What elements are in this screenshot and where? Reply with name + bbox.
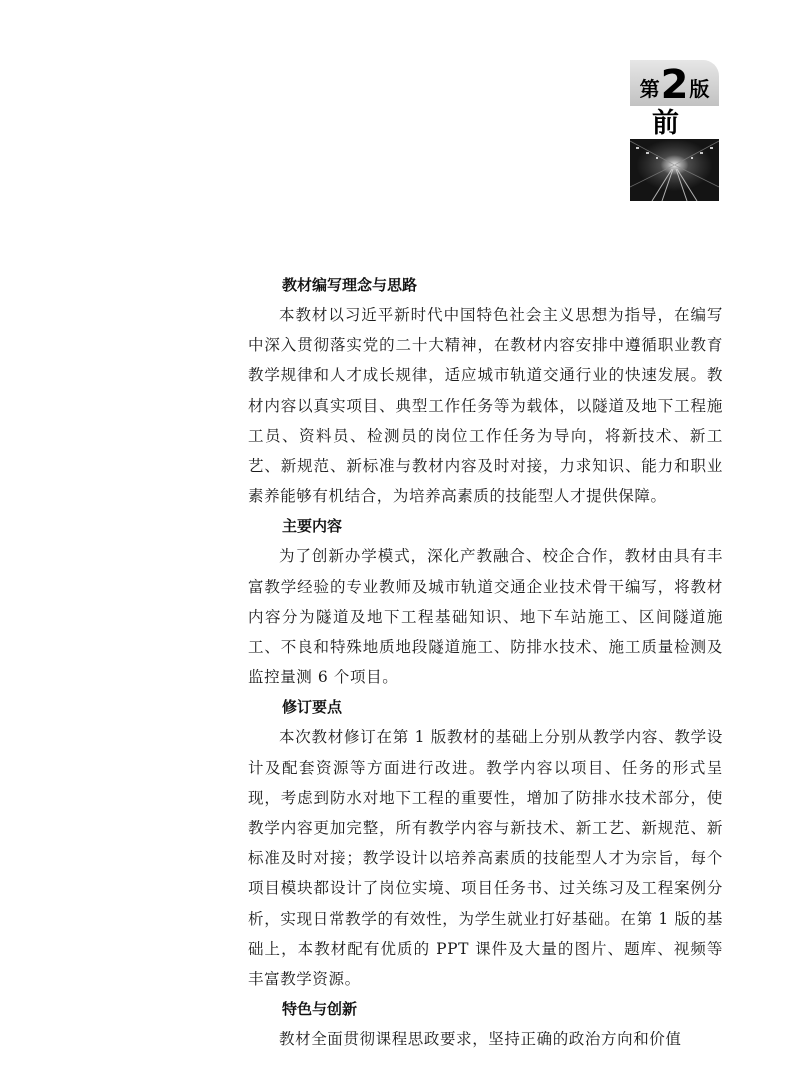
edition-prefix: 第 bbox=[639, 77, 660, 101]
edition-suffix: 版 bbox=[689, 77, 710, 101]
section-paragraph: 为了创新办学模式，深化产教融合、校企合作，教材由具有丰富教学经验的专业教师及城市轨道交通企业技术骨干编写，将教材内容分为隧道及地下工程基础知识、地下车站施工、区间隧道施工、不良和特殊地质地段隧道施工、防排水技术、施工质量检测及监控量测 6 个项目。 bbox=[248, 547, 723, 687]
section-heading: 特色与创新 bbox=[282, 1000, 358, 1019]
section-paragraph: 本教材以习近平新时代中国特色社会主义思想为指导，在编写中深入贯彻落实党的二十大精神，在教材内容安排中遵循职业教育教学规律和人才成长规律，适应城市轨道交通行业的快速发展。教材内容以真实项目、典型工作任务等为载体，以隧道及地下工程施工员、资料员、检测员的岗位工作任务为导向，将新技术、新工艺、新规范、新标准与教材内容及时对接，力求知识、能力和职业素养能够有机结合，为培养高素质的技能型人才提供保障。 bbox=[248, 306, 723, 506]
page-title: 前 bbox=[652, 108, 697, 139]
section-heading: 教材编写理念与思路 bbox=[282, 276, 418, 294]
section-paragraph: 本次教材修订在第 1 版教材的基础上分别从教学内容、教学设计及配套资源等方面进行改进。教学内容以项目、任务的形式呈现，考虑到防水对地下工程的重要性，增加了防排水技术部分，使教学内容更加完整，所有教学内容与新技术、新工艺、新规范、新标准及时对接；教学设计以培养高素质的技能型人才为宗旨，每个项目模块都设计了岗位实境、项目任务书、过关练习及工程案例分析，实现日常教学的有效性，为学生就业打好基础。在第 1 版的基础上，本教材配有优质的 PPT 课件及大量的图片、题库、视频等丰富教学资源。 bbox=[248, 728, 723, 989]
tunnel-photo bbox=[630, 139, 719, 201]
edition-number: 2 bbox=[660, 62, 689, 108]
edition-badge bbox=[630, 60, 719, 106]
section-heading: 主要内容 bbox=[282, 517, 343, 536]
preface-body bbox=[248, 270, 723, 1054]
section-heading: 修订要点 bbox=[282, 698, 343, 717]
section-paragraph: 教材全面贯彻课程思政要求，坚持正确的政治方向和价值 bbox=[279, 1030, 682, 1049]
